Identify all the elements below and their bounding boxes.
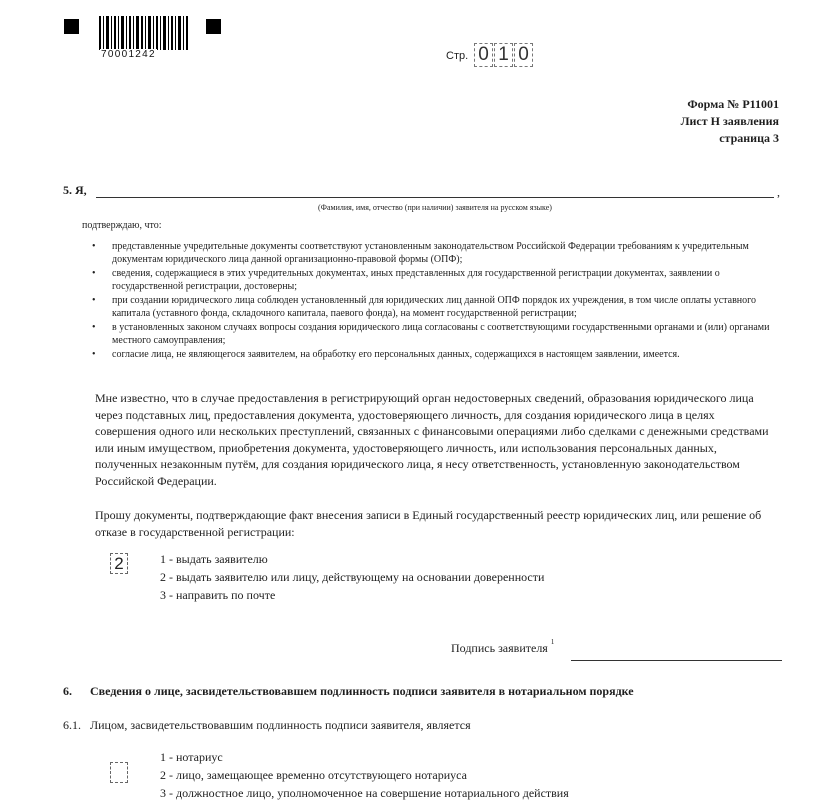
page-digit-box: 0 bbox=[514, 43, 533, 67]
page-digit-box: 1 bbox=[494, 43, 513, 67]
liability-paragraph: Мне известно, что в случае предоставления в регистрирующий орган недостоверных сведений, образования юридического лица через подставных лиц, предоставления документа, удостоверяющего личность, для создания юридического лица в целях совершения одного или нескольких преступлений, связанных с финансовыми операциями либо сделками с денежными средствами или иным имуществом, приобретения документа, удостоверяющего личность, или использования персональных данных, полученных незаконным путём, для создания юридического лица, я несу ответственность, установленную законодательством Российской Федерации. bbox=[95, 391, 769, 488]
section-5-heading bbox=[63, 183, 87, 198]
signature-label-text: Подпись заявителя bbox=[451, 641, 548, 655]
signature-field[interactable] bbox=[571, 660, 782, 661]
list-item: 2 - выдать заявителю или лицу, действующему на основании доверенности bbox=[160, 570, 545, 584]
section-6-number: 6. bbox=[63, 684, 72, 698]
confirm-text: подтверждаю, что: bbox=[82, 220, 162, 231]
list-item: 2 - лицо, замещающее временно отсутствующего нотариуса bbox=[160, 768, 467, 782]
list-item: 3 - должностное лицо, уполномоченное на совершение нотариального действия bbox=[160, 786, 569, 800]
section-5-number: 5. bbox=[63, 183, 72, 197]
page-label: Стр. bbox=[446, 50, 469, 62]
sheet-page: страница 3 bbox=[719, 131, 779, 145]
list-item: • представленные учредительные документы соответствуют установленным законодательством Российской Федерации требованиям к учредительным документам юридического лица данной организационно-правовой формы (ОПФ); bbox=[92, 240, 782, 266]
list-item: • при создании юридического лица соблюден установленный для юридических лиц данной ОПФ порядок их учреждения, в том числе оплаты уставного капитала (уставного фонда, складочного капитала, паевого фонда), на момент государственной регистрации; bbox=[92, 294, 782, 320]
registration-mark-right bbox=[206, 19, 221, 34]
section-6-1-number: 6.1. bbox=[63, 718, 81, 732]
signature-label bbox=[451, 638, 555, 656]
section-5-prefix: Я, bbox=[75, 183, 87, 197]
list-item: • в установленных законом случаях вопросы создания юридического лица согласованы с соответствующими государственными органами и (или) органами местного самоуправления; bbox=[92, 321, 782, 347]
confirmation-list bbox=[92, 240, 782, 361]
list-item: • сведения, содержащиеся в этих учредительных документах, иных представленных для государственной регистрации документах, заявлении о государственной регистрации, достоверны; bbox=[92, 267, 782, 293]
list-item: 3 - направить по почте bbox=[160, 588, 276, 602]
notary-options bbox=[160, 748, 569, 802]
list-item: 1 - выдать заявителю bbox=[160, 552, 268, 566]
notary-type-box[interactable] bbox=[110, 762, 128, 783]
page-digit-box: 0 bbox=[474, 43, 493, 67]
sheet-name: Лист Н заявления bbox=[680, 114, 779, 128]
registration-mark-left bbox=[64, 19, 79, 34]
signature-footnote: 1 bbox=[550, 638, 555, 646]
section-6-1-text: Лицом, засвидетельствовавшим подлинность подписи заявителя, является bbox=[90, 718, 471, 732]
list-item: 1 - нотариус bbox=[160, 750, 223, 764]
applicant-name-caption: (Фамилия, имя, отчество (при наличии) заявителя на русском языке) bbox=[318, 203, 552, 212]
applicant-name-field[interactable] bbox=[96, 197, 774, 198]
delivery-options bbox=[160, 550, 544, 604]
form-number: Форма № Р11001 bbox=[687, 97, 779, 111]
section-6-title: Сведения о лице, засвидетельствовавшем подлинность подписи заявителя в нотариальном порядке bbox=[90, 684, 634, 698]
page-number-boxes bbox=[474, 43, 534, 67]
delivery-method-box[interactable]: 2 bbox=[110, 553, 128, 574]
barcode-number: 70001242 bbox=[101, 49, 156, 60]
request-paragraph: Прошу документы, подтверждающие факт внесения записи в Единый государственный реестр юридических лиц, или решение об отказе в государственной регистрации: bbox=[95, 508, 762, 539]
applicant-name-comma: , bbox=[777, 185, 780, 199]
form-header bbox=[681, 96, 779, 147]
list-item: • согласие лица, не являющегося заявителем, на обработку его персональных данных, содержащихся в настоящем заявлении, имеется. bbox=[92, 348, 782, 361]
